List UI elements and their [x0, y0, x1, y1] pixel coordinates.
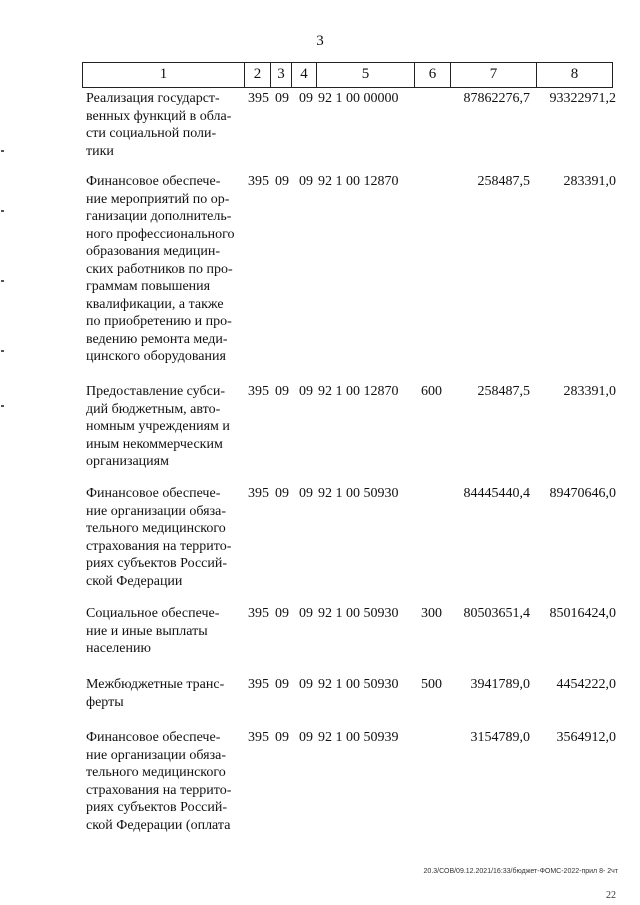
header-cell: 1 [82, 62, 245, 88]
cell-amount-8: 89470646,0 [549, 486, 616, 501]
cell-section: 09 [275, 91, 289, 106]
cell-target: 92 1 00 00000 [318, 91, 399, 106]
cell-amount-7: 84445440,4 [463, 486, 530, 501]
cell-ministry: 395 [248, 677, 269, 692]
header-cell: 8 [537, 62, 613, 88]
page-number: 3 [316, 33, 324, 49]
cell-section: 09 [275, 384, 289, 399]
cell-target: 92 1 00 50930 [318, 606, 399, 621]
cell-ministry: 395 [248, 91, 269, 106]
cell-amount-7: 87862276,7 [463, 91, 530, 106]
cell-amount-8: 3564912,0 [556, 730, 616, 745]
header-cell: 6 [415, 62, 451, 88]
cell-section: 09 [275, 730, 289, 745]
row-name: Финансовое обеспече- ние организации обяза- тельного медицинского страхования на террито- риях субъектов Россий- ской Федерации [86, 486, 232, 589]
cell-amount-7: 258487,5 [477, 174, 530, 189]
footer-page-number: 22 [606, 890, 616, 901]
cell-subsection: 09 [299, 174, 313, 189]
header-cell: 2 [245, 62, 271, 88]
cell-ministry: 395 [248, 486, 269, 501]
cell-target: 92 1 00 12870 [318, 384, 399, 399]
cell-amount-8: 4454222,0 [556, 677, 616, 692]
cell-target: 92 1 00 50939 [318, 730, 399, 745]
cell-amount-8: 283391,0 [563, 384, 616, 399]
cell-amount-7: 3154789,0 [470, 730, 530, 745]
header-cell: 4 [292, 62, 317, 88]
header-cell: 7 [451, 62, 537, 88]
footer-stamp: 20.3/СОВ/09.12.2021/16:33/бюджет-ФОМС-2022-прил 8- 2чт [423, 868, 618, 875]
cell-section: 09 [275, 486, 289, 501]
cell-subsection: 09 [299, 606, 313, 621]
cell-subsection: 09 [299, 730, 313, 745]
cell-ministry: 395 [248, 384, 269, 399]
row-name: Финансовое обеспече- ние организации обяза- тельного медицинского страхования на террито- риях субъектов Россий- ской Федерации (оплата [86, 730, 232, 833]
cell-amount-8: 283391,0 [563, 174, 616, 189]
cell-expense-type: 300 [421, 606, 442, 621]
cell-section: 09 [275, 677, 289, 692]
cell-ministry: 395 [248, 730, 269, 745]
row-name: Предоставление субси- дий бюджетным, авто- номным учреждениям и иным некоммерческим организациям [86, 384, 230, 469]
cell-subsection: 09 [299, 486, 313, 501]
cell-ministry: 395 [248, 606, 269, 621]
cell-section: 09 [275, 174, 289, 189]
row-name: Финансовое обеспече- ние мероприятий по ор- ганизации дополнитель- ного профессионального образования медицин- ских работников по про- граммам повышения квалификации, а также по приобретению и про- ведению ремонта меди- цинского оборудования [86, 174, 235, 364]
cell-expense-type: 500 [421, 677, 442, 692]
header-cell: 3 [271, 62, 292, 88]
row-name: Социальное обеспече- ние и иные выплаты населению [86, 606, 220, 656]
cell-target: 92 1 00 50930 [318, 677, 399, 692]
cell-amount-8: 85016424,0 [549, 606, 616, 621]
cell-expense-type: 600 [421, 384, 442, 399]
cell-subsection: 09 [299, 384, 313, 399]
cell-subsection: 09 [299, 677, 313, 692]
cell-amount-7: 258487,5 [477, 384, 530, 399]
cell-subsection: 09 [299, 91, 313, 106]
row-name: Реализация государст- венных функций в обла- сти социальной поли- тики [86, 91, 232, 159]
cell-amount-7: 80503651,4 [463, 606, 530, 621]
cell-target: 92 1 00 12870 [318, 174, 399, 189]
cell-amount-7: 3941789,0 [470, 677, 530, 692]
margin-marks [1, 150, 5, 410]
cell-target: 92 1 00 50930 [318, 486, 399, 501]
cell-section: 09 [275, 606, 289, 621]
cell-ministry: 395 [248, 174, 269, 189]
header-cell: 5 [317, 62, 415, 88]
cell-amount-8: 93322971,2 [549, 91, 616, 106]
row-name: Межбюджетные транс- ферты [86, 677, 225, 710]
